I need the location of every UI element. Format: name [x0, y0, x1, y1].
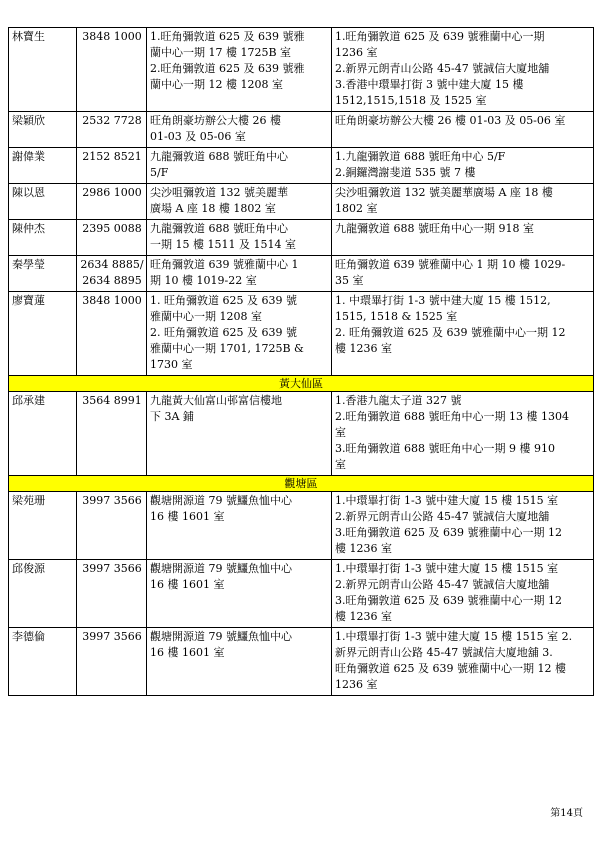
other-address-cell — [332, 148, 594, 184]
office-address-line: 九龍彌敦道 688 號旺角中心 — [150, 222, 288, 235]
other-address-line: 3.旺角彌敦道 625 及 639 號雅蘭中心一期 12 — [335, 594, 562, 607]
other-address-cell — [332, 628, 594, 696]
office-address-line: 觀塘開源道 79 號鱷魚恤中心 — [150, 630, 292, 643]
phone-number: 3848 1000 — [82, 30, 142, 43]
other-address-line: 九龍彌敦道 688 號旺角中心一期 918 室 — [335, 222, 534, 235]
page-number: 第14頁 — [550, 808, 583, 819]
other-address-line: 樓 1236 室 — [335, 542, 392, 555]
office-address-line: 16 樓 1601 室 — [150, 646, 225, 659]
office-address-cell — [147, 184, 332, 220]
office-address-line: 1. 旺角彌敦道 625 及 639 號 — [150, 294, 297, 307]
other-address-line: 1.旺角彌敦道 625 及 639 號雅蘭中心一期 — [335, 30, 545, 43]
name-cell — [9, 392, 77, 476]
other-address-line: 1236 室 — [335, 678, 378, 691]
office-address-line: 01-03 及 05-06 室 — [150, 130, 246, 143]
tel-cell — [77, 628, 147, 696]
office-address-line: 1.旺角彌敦道 625 及 639 號雅 — [150, 30, 305, 43]
office-address-line: 雅蘭中心一期 1208 室 — [150, 310, 262, 323]
other-address-line: 2. 旺角彌敦道 625 及 639 號雅蘭中心一期 12 — [335, 326, 566, 339]
table-row — [9, 112, 594, 148]
other-address-line: 2.新界元朗青山公路 45-47 號誠信大廈地舖 — [335, 578, 550, 591]
district-header-row — [9, 476, 594, 492]
other-address-line: 1802 室 — [335, 202, 378, 215]
office-address-line: 期 10 樓 1019-22 室 — [150, 274, 257, 287]
office-address-cell — [147, 628, 332, 696]
other-address-cell — [332, 560, 594, 628]
other-address-cell — [332, 392, 594, 476]
office-address-line: 雅蘭中心一期 1701, 1725B & — [150, 342, 304, 355]
office-address-line: 一期 15 樓 1511 及 1514 室 — [150, 238, 296, 251]
name-cell — [9, 112, 77, 148]
office-address-line: 2. 旺角彌敦道 625 及 639 號 — [150, 326, 297, 339]
other-address-line: 1.中環畢打街 1-3 號中建大廈 15 樓 1515 室 2. — [335, 630, 573, 643]
office-address-line: 旺角朗豪坊辦公大樓 26 樓 — [150, 114, 281, 127]
other-address-line: 旺角彌敦道 639 號雅蘭中心 1 期 10 樓 1029- — [335, 258, 566, 271]
tel-cell — [77, 560, 147, 628]
other-address-line: 旺角朗豪坊辦公大樓 26 樓 01-03 及 05-06 室 — [335, 114, 566, 127]
person-name: 秦學瑩 — [12, 258, 45, 271]
phone-number: 2986 1000 — [82, 186, 142, 199]
other-address-line: 旺角彌敦道 625 及 639 號雅蘭中心一期 12 樓 — [335, 662, 566, 675]
other-address-line: 2.新界元朗青山公路 45-47 號誠信大廈地舖 — [335, 510, 550, 523]
other-address-line: 2.銅鑼灣謝斐道 535 號 7 樓 — [335, 166, 476, 179]
person-name: 梁苑珊 — [12, 494, 45, 507]
office-address-line: 九龍彌敦道 688 號旺角中心 — [150, 150, 288, 163]
person-name: 陳仲杰 — [12, 222, 45, 235]
office-address-line: 蘭中心一期 17 樓 1725B 室 — [150, 46, 292, 59]
tel-cell — [77, 28, 147, 112]
table-row — [9, 560, 594, 628]
directory-table-body — [9, 28, 594, 696]
phone-number: 3997 3566 — [82, 494, 142, 507]
person-name: 林寶生 — [12, 30, 45, 43]
office-address-cell — [147, 28, 332, 112]
other-address-cell — [332, 184, 594, 220]
name-cell — [9, 148, 77, 184]
district-label: 黃大仙區 — [9, 376, 594, 392]
table-row — [9, 256, 594, 292]
office-address-cell — [147, 148, 332, 184]
other-address-line: 樓 1236 室 — [335, 610, 392, 623]
tel-cell — [77, 148, 147, 184]
table-row — [9, 628, 594, 696]
office-address-cell — [147, 112, 332, 148]
phone-number: 3997 3566 — [82, 562, 142, 575]
office-address-line: 1730 室 — [150, 358, 193, 371]
phone-number: 3997 3566 — [82, 630, 142, 643]
tel-cell — [77, 112, 147, 148]
phone-number: 2152 8521 — [82, 150, 142, 163]
tel-cell — [77, 392, 147, 476]
other-address-line: 室 — [335, 458, 346, 471]
other-address-line: 1515, 1518 & 1525 室 — [335, 310, 458, 323]
other-address-line: 2.旺角彌敦道 688 號旺角中心一期 13 樓 1304 — [335, 410, 569, 423]
name-cell — [9, 256, 77, 292]
office-address-line: 下 3A 鋪 — [150, 410, 194, 423]
office-address-line: 九龍黃大仙富山邨富信樓地 — [150, 394, 282, 407]
phone-number: 3564 8991 — [82, 394, 142, 407]
office-address-line: 觀塘開源道 79 號鱷魚恤中心 — [150, 494, 292, 507]
phone-number: 3848 1000 — [82, 294, 142, 307]
person-name: 廖寶蓮 — [12, 294, 45, 307]
other-address-line: 尖沙咀彌敦道 132 號美麗華廣場 A 座 18 樓 — [335, 186, 553, 199]
tel-cell — [77, 292, 147, 376]
tel-cell — [77, 256, 147, 292]
name-cell — [9, 560, 77, 628]
other-address-cell — [332, 292, 594, 376]
other-address-line: 1.九龍彌敦道 688 號旺角中心 5/F — [335, 150, 506, 163]
other-address-line: 3.香港中環畢打街 3 號中建大廈 15 樓 — [335, 78, 524, 91]
other-address-cell — [332, 112, 594, 148]
name-cell — [9, 492, 77, 560]
tel-cell — [77, 220, 147, 256]
other-address-line: 新界元朗青山公路 45-47 號誠信大廈地舖 3. — [335, 646, 553, 659]
district-header-row — [9, 376, 594, 392]
name-cell — [9, 292, 77, 376]
phone-number: 2395 0088 — [82, 222, 142, 235]
other-address-cell — [332, 28, 594, 112]
other-address-line: 3.旺角彌敦道 688 號旺角中心一期 9 樓 910 — [335, 442, 555, 455]
name-cell — [9, 184, 77, 220]
table-row — [9, 28, 594, 112]
phone-number: 2532 7728 — [82, 114, 142, 127]
office-address-line: 5/F — [150, 166, 169, 179]
office-address-cell — [147, 292, 332, 376]
other-address-line: 1236 室 — [335, 46, 378, 59]
office-address-line: 觀塘開源道 79 號鱷魚恤中心 — [150, 562, 292, 575]
other-address-line: 2.新界元朗青山公路 45-47 號誠信大廈地舖 — [335, 62, 550, 75]
table-row — [9, 148, 594, 184]
office-address-line: 16 樓 1601 室 — [150, 578, 225, 591]
other-address-line: 35 室 — [335, 274, 364, 287]
office-address-line: 16 樓 1601 室 — [150, 510, 225, 523]
other-address-line: 1.中環畢打街 1-3 號中建大廈 15 樓 1515 室 — [335, 494, 559, 507]
other-address-line: 1. 中環畢打街 1-3 號中建大廈 15 樓 1512, — [335, 294, 551, 307]
office-address-cell — [147, 392, 332, 476]
tel-cell — [77, 184, 147, 220]
name-cell — [9, 628, 77, 696]
other-address-line: 1512,1515,1518 及 1525 室 — [335, 94, 487, 107]
office-address-cell — [147, 492, 332, 560]
other-address-line: 1.中環畢打街 1-3 號中建大廈 15 樓 1515 室 — [335, 562, 559, 575]
tel-cell — [77, 492, 147, 560]
person-name: 李德倫 — [12, 630, 45, 643]
name-cell — [9, 28, 77, 112]
other-address-cell — [332, 492, 594, 560]
district-label: 觀塘區 — [9, 476, 594, 492]
person-name: 邱承建 — [12, 394, 45, 407]
person-name: 陳以恩 — [12, 186, 45, 199]
phone-number: 2634 8885/ — [80, 258, 144, 271]
other-address-line: 3.旺角彌敦道 625 及 639 號雅蘭中心一期 12 — [335, 526, 562, 539]
office-address-line: 旺角彌敦道 639 號雅蘭中心 1 — [150, 258, 299, 271]
other-address-line: 室 — [335, 426, 346, 439]
name-cell — [9, 220, 77, 256]
table-row — [9, 492, 594, 560]
table-row — [9, 292, 594, 376]
table-row — [9, 392, 594, 476]
other-address-line: 樓 1236 室 — [335, 342, 392, 355]
other-address-cell — [332, 220, 594, 256]
office-address-line: 廣場 A 座 18 樓 1802 室 — [150, 202, 276, 215]
other-address-line: 1.香港九龍太子道 327 號 — [335, 394, 462, 407]
person-name: 謝偉業 — [12, 150, 45, 163]
office-address-cell — [147, 560, 332, 628]
office-address-cell — [147, 220, 332, 256]
table-row — [9, 184, 594, 220]
directory-table — [8, 27, 594, 696]
office-address-line: 蘭中心一期 12 樓 1208 室 — [150, 78, 283, 91]
office-address-cell — [147, 256, 332, 292]
other-address-cell — [332, 256, 594, 292]
table-row — [9, 220, 594, 256]
person-name: 邱俊源 — [12, 562, 45, 575]
office-address-line: 2.旺角彌敦道 625 及 639 號雅 — [150, 62, 305, 75]
person-name: 梁穎欣 — [12, 114, 45, 127]
phone-number: 2634 8895 — [82, 274, 142, 287]
office-address-line: 尖沙咀彌敦道 132 號美麗華 — [150, 186, 288, 199]
